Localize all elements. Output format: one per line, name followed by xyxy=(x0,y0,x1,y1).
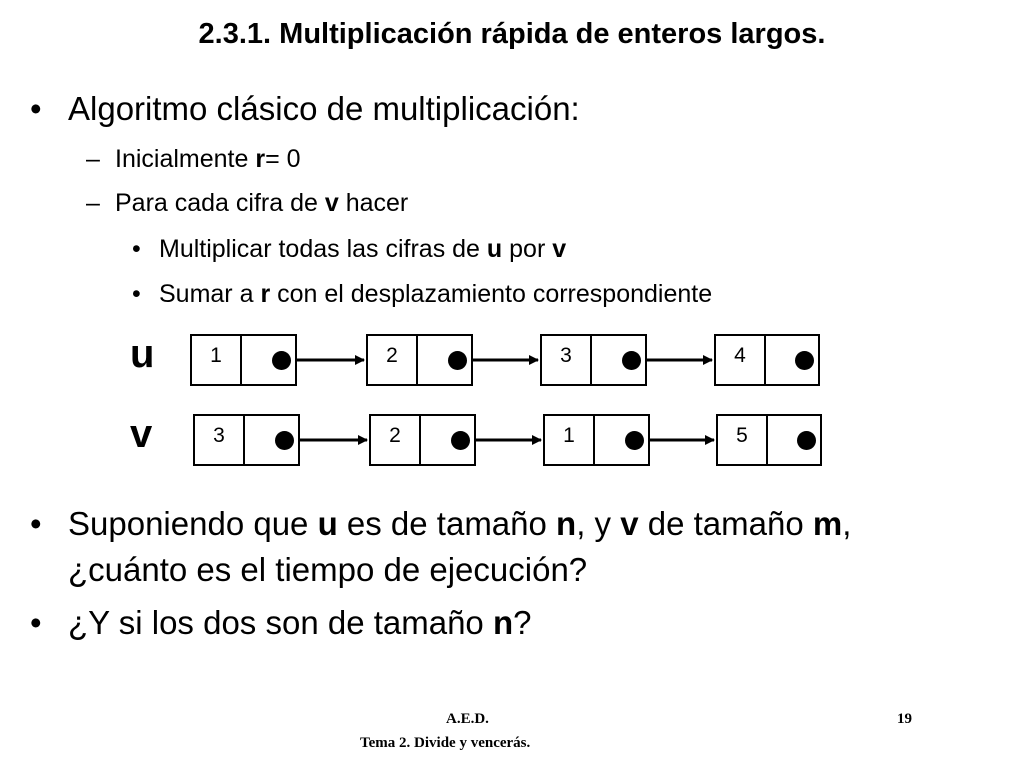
bullet-text: Algoritmo clásico de multiplicación: xyxy=(68,90,580,127)
node-digit: 2 xyxy=(368,336,418,384)
bullet-marker: • xyxy=(30,604,42,641)
node-digit: 1 xyxy=(192,336,242,384)
pointer-dot-icon xyxy=(797,431,816,450)
list-node-u-1 xyxy=(190,334,297,386)
list-node-v-2 xyxy=(369,414,476,466)
subsubbullet-text: Sumar a r con el desplazamiento correspondiente xyxy=(159,280,713,308)
list-node-u-2 xyxy=(366,334,473,386)
node-digit: 3 xyxy=(195,416,245,464)
dash-marker: – xyxy=(86,145,100,173)
pointer-dot-icon xyxy=(275,431,294,450)
subbullet-text: Inicialmente r= 0 xyxy=(115,145,301,173)
footer-topic: Tema 2. Divide y vencerás. xyxy=(360,735,531,751)
slide-title: 2.3.1. Multiplicación rápida de enteros largos. xyxy=(198,18,826,50)
bullet-text-line2: ¿cuánto es el tiempo de ejecución? xyxy=(68,551,588,588)
bullet-text: Suponiendo que u es de tamaño n, y v de tamaño m, xyxy=(68,505,852,542)
bullet-marker: • xyxy=(30,505,42,542)
variable-label-u: u xyxy=(130,332,155,376)
pointer-dot-icon xyxy=(795,351,814,370)
pointer-dot-icon xyxy=(272,351,291,370)
pointer-dot-icon xyxy=(625,431,644,450)
bullet-marker: • xyxy=(30,90,42,127)
bullet-marker: • xyxy=(132,280,141,308)
dash-marker: – xyxy=(86,189,100,217)
page-number: 19 xyxy=(897,711,912,727)
list-node-u-3 xyxy=(540,334,647,386)
pointer-dot-icon xyxy=(451,431,470,450)
node-digit: 1 xyxy=(545,416,595,464)
footer-course: A.E.D. xyxy=(446,711,489,727)
node-digit: 2 xyxy=(371,416,421,464)
node-digit: 3 xyxy=(542,336,592,384)
list-node-v-1 xyxy=(193,414,300,466)
list-node-v-4 xyxy=(716,414,822,466)
subsubbullet-text: Multiplicar todas las cifras de u por v xyxy=(159,235,567,263)
node-digit: 4 xyxy=(716,336,766,384)
node-digit: 5 xyxy=(718,416,768,464)
variable-label-v: v xyxy=(130,412,153,456)
bullet-marker: • xyxy=(132,235,141,263)
pointer-dot-icon xyxy=(622,351,641,370)
list-node-v-3 xyxy=(543,414,650,466)
list-node-u-4 xyxy=(714,334,820,386)
subbullet-text: Para cada cifra de v hacer xyxy=(115,189,409,217)
bullet-text: ¿Y si los dos son de tamaño n? xyxy=(68,604,532,641)
pointer-dot-icon xyxy=(448,351,467,370)
